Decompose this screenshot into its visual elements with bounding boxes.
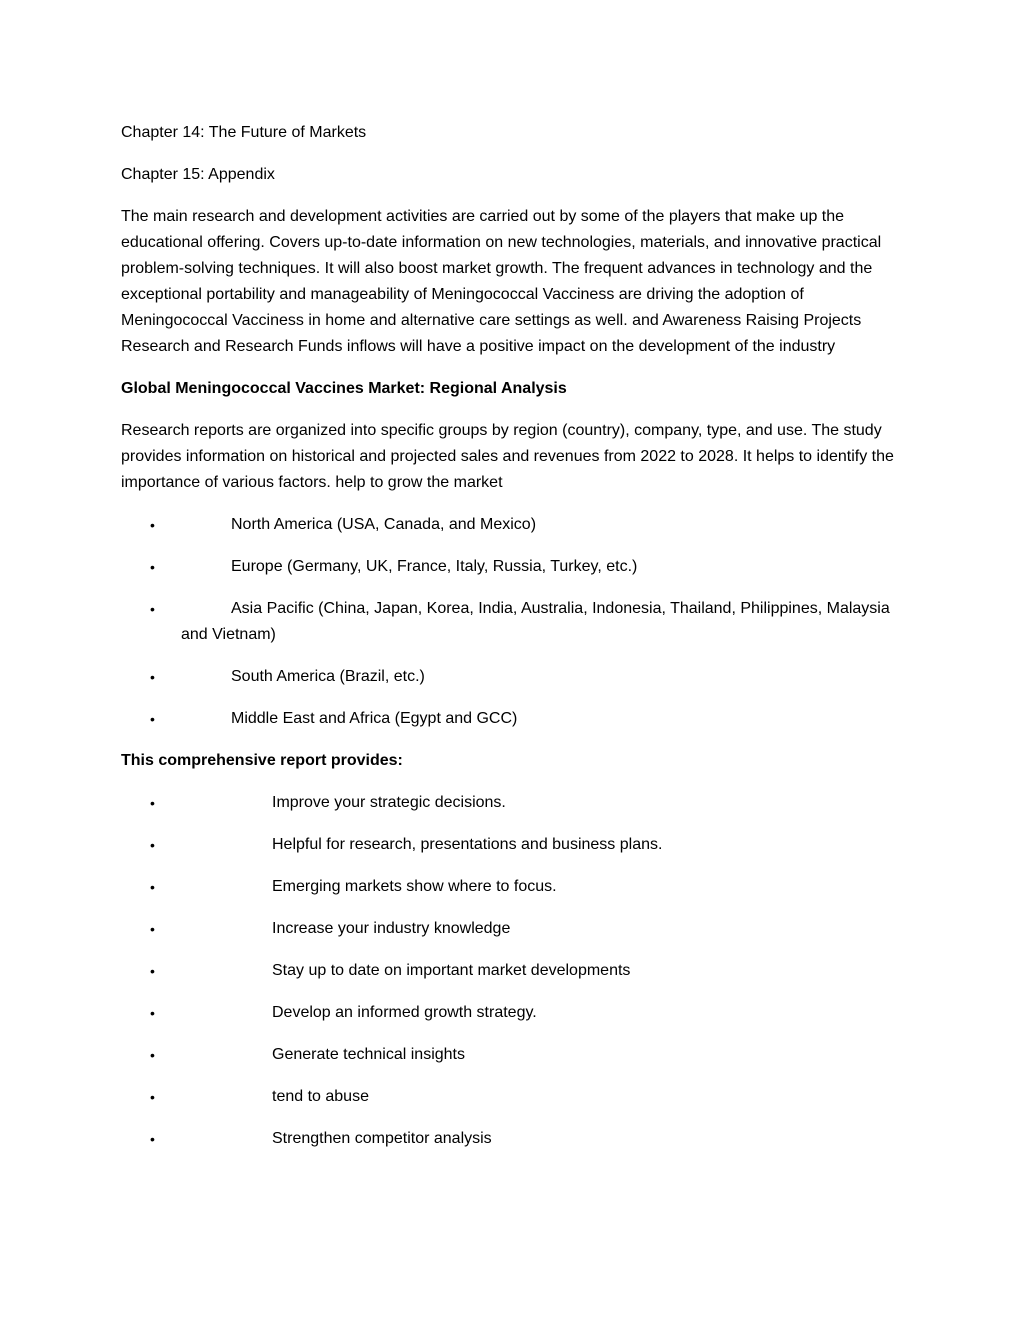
- benefit-list-item: [121, 790, 905, 816]
- bullet-icon: •: [150, 837, 155, 853]
- region-text: Middle East and Africa (Egypt and GCC): [231, 710, 518, 727]
- region-list-item: [121, 706, 905, 732]
- region-text: North America (USA, Canada, and Mexico): [231, 516, 537, 533]
- benefit-text: Generate technical insights: [272, 1046, 465, 1063]
- bullet-icon: •: [150, 669, 155, 685]
- benefit-text: tend to abuse: [272, 1088, 369, 1105]
- benefit-list-item: [121, 1000, 905, 1026]
- benefit-text: Helpful for research, presentations and business plans.: [272, 836, 663, 853]
- bullet-icon: •: [150, 1131, 155, 1147]
- bullet-icon: •: [150, 963, 155, 979]
- bullet-icon: •: [150, 517, 155, 533]
- bullet-icon: •: [150, 559, 155, 575]
- benefit-text: Emerging markets show where to focus.: [272, 878, 557, 895]
- bullet-icon: •: [150, 1005, 155, 1021]
- bullet-icon: •: [150, 1047, 155, 1063]
- chapter-15-line: Chapter 15: Appendix: [121, 166, 275, 183]
- regions-list: [121, 512, 905, 732]
- bullet-icon: •: [150, 1089, 155, 1105]
- benefit-list-item: [121, 1084, 905, 1110]
- document-body: [121, 120, 905, 1168]
- report-benefits-list: [121, 790, 905, 1152]
- intro-paragraph: The main research and development activities are carried out by some of the players that make up the educational offering. Covers up-to-date information on new technologies, materials, and innovative practical problem-solving techniques. It will also boost market growth. The frequent advances in technology and the exceptional portability and manageability of Meningococcal Vacciness are driving the adoption of Meningococcal Vacciness in home and alternative care settings as well. and Awareness Raising Projects Research and Research Funds inflows will have a positive impact on the development of the industry: [121, 208, 882, 355]
- bullet-icon: •: [150, 711, 155, 727]
- bullet-icon: •: [150, 795, 155, 811]
- region-text: Europe (Germany, UK, France, Italy, Russia, Turkey, etc.): [231, 558, 638, 575]
- report-provides-heading: This comprehensive report provides:: [121, 752, 403, 769]
- benefit-list-item: [121, 916, 905, 942]
- region-text: Asia Pacific (China, Japan, Korea, India, Australia, Indonesia, Thailand, Philippines, Malaysia and Vietnam): [181, 600, 890, 643]
- region-text: South America (Brazil, etc.): [231, 668, 425, 685]
- bullet-icon: •: [150, 879, 155, 895]
- benefit-list-item: [121, 1042, 905, 1068]
- region-list-item: [121, 512, 905, 538]
- benefit-text: Develop an informed growth strategy.: [272, 1004, 537, 1021]
- benefit-list-item: [121, 1126, 905, 1152]
- benefit-list-item: [121, 874, 905, 900]
- region-list-item: [121, 664, 905, 690]
- benefit-text: Stay up to date on important market developments: [272, 962, 631, 979]
- region-list-item: [121, 554, 905, 580]
- bullet-icon: •: [150, 921, 155, 937]
- bullet-icon: •: [150, 601, 155, 617]
- chapter-14-line: Chapter 14: The Future of Markets: [121, 124, 367, 141]
- benefit-text: Increase your industry knowledge: [272, 920, 511, 937]
- region-list-item: [121, 596, 905, 648]
- benefit-text: Strengthen competitor analysis: [272, 1130, 492, 1147]
- regional-paragraph: Research reports are organized into specific groups by region (country), company, type, and use. The study provides information on historical and projected sales and revenues from 2022 to 2028. It helps to identify the importance of various factors. help to grow the market: [121, 422, 894, 491]
- benefit-text: Improve your strategic decisions.: [272, 794, 506, 811]
- benefit-list-item: [121, 958, 905, 984]
- benefit-list-item: [121, 832, 905, 858]
- regional-analysis-heading: Global Meningococcal Vaccines Market: Regional Analysis: [121, 380, 567, 397]
